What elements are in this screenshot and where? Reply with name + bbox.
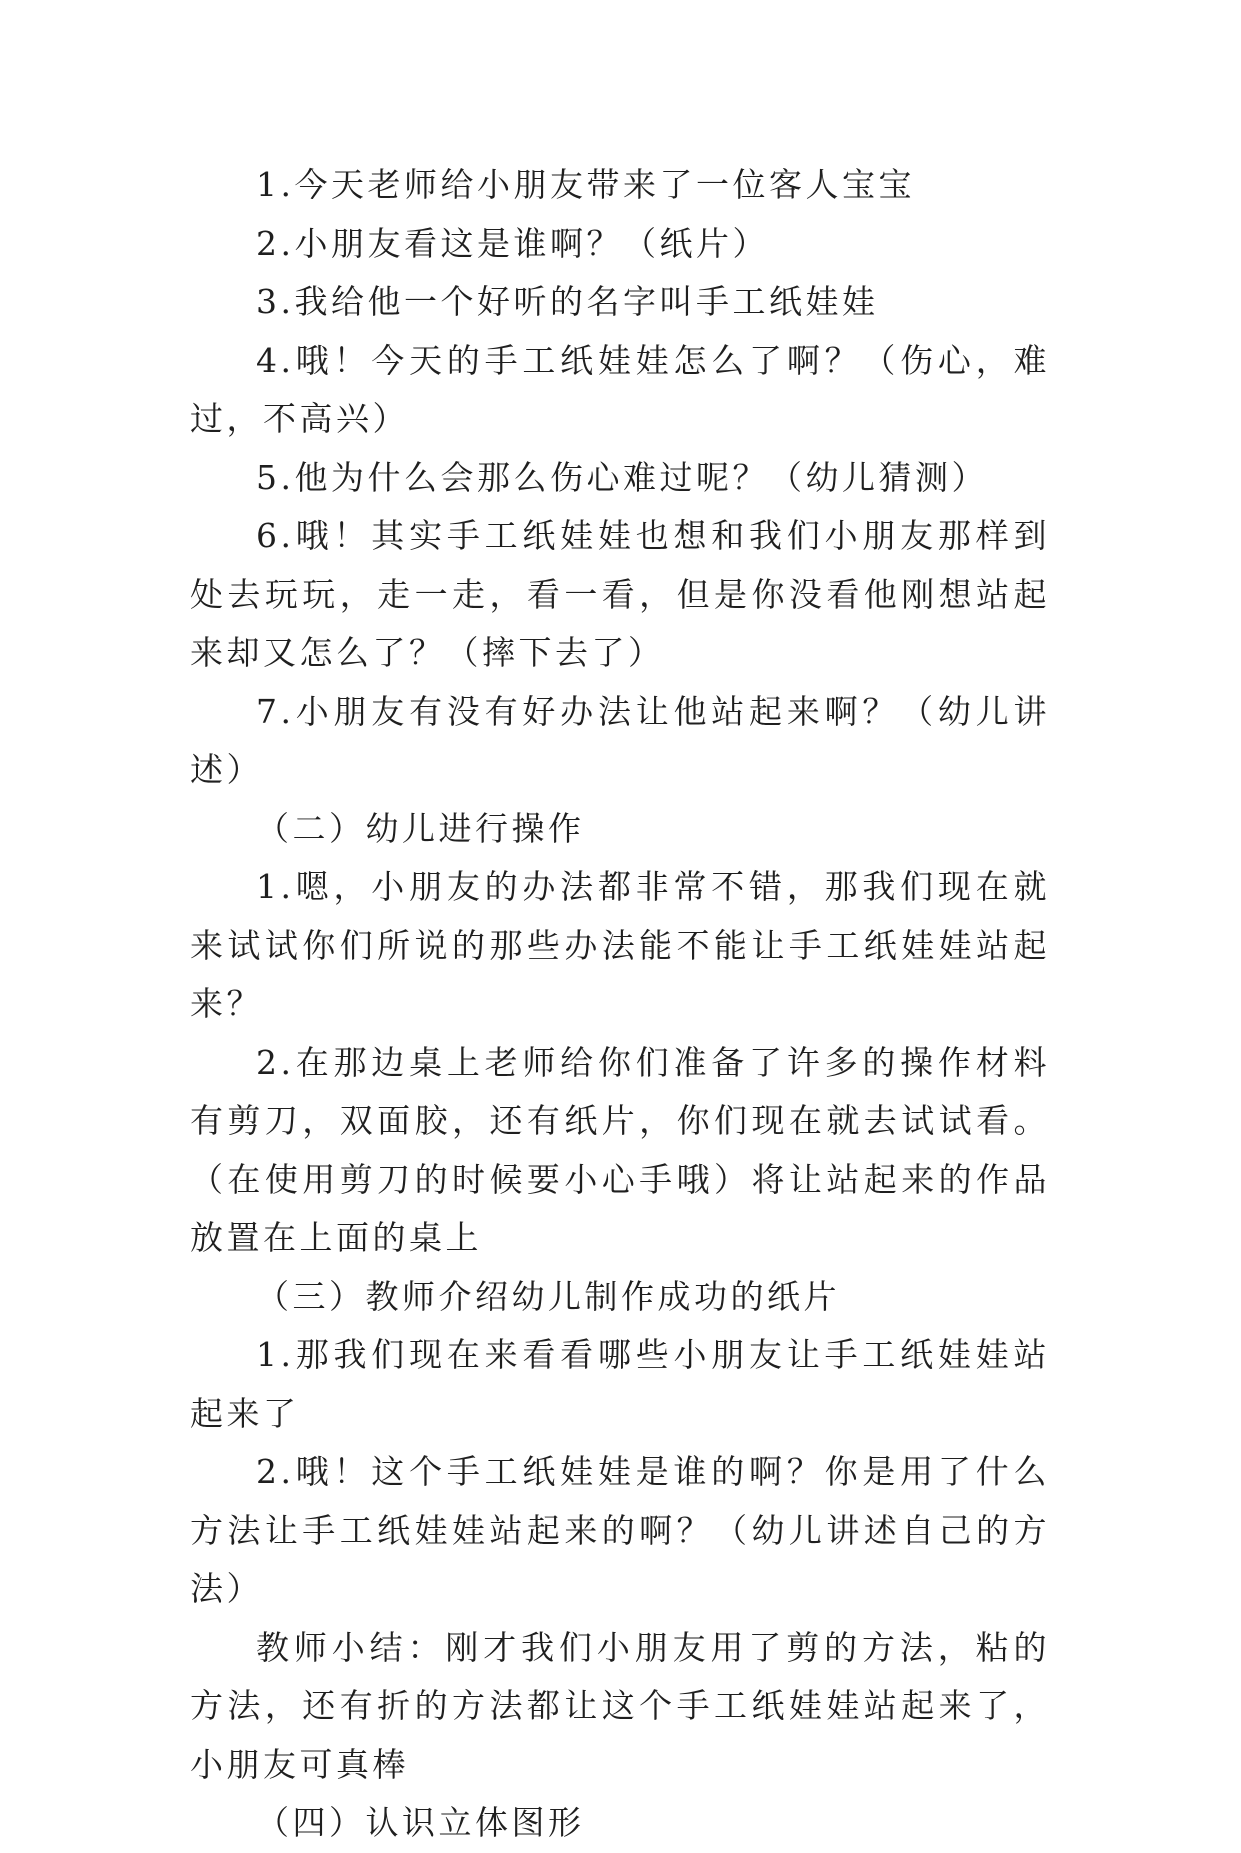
paragraph: 5.他为什么会那么伤心难过呢？（幼儿猜测） [256, 457, 988, 497]
paragraph: 2.小朋友看这是谁啊？（纸片） [256, 223, 769, 263]
paragraph: 1.那我们现在来看看哪些小朋友让手工纸娃娃站起来了 [190, 1335, 1050, 1433]
section-heading: （二）幼儿进行操作 [256, 808, 585, 848]
paragraph: 2.哦！这个手工纸娃娃是谁的啊？你是用了什么方法让手工纸娃娃站起来的啊？（幼儿讲述自己的方法） [190, 1452, 1050, 1608]
paragraph: 1.今天老师给小朋友带来了一位客人宝宝 [256, 165, 915, 204]
paragraph: 6.哦！其实手工纸娃娃也想和我们小朋友那样到处去玩玩，走一走，看一看，但是你没看他刚想站起来却又怎么了？（摔下去了） [190, 516, 1050, 672]
section-heading: （四）认识立体图形 [256, 1803, 585, 1842]
teacher-summary: 教师小结：刚才我们小朋友用了剪的方法，粘的方法，还有折的方法都让这个手工纸娃娃站起来了，小朋友可真棒 [190, 1627, 1050, 1784]
paragraph: 2.在那边桌上老师给你们准备了许多的操作材料有剪刀，双面胶，还有纸片，你们现在就去试试看。（在使用剪刀的时候要小心手哦）将让站起来的作品放置在上面的桌上 [190, 1042, 1050, 1257]
paragraph: 3.我给他一个好听的名字叫手工纸娃娃 [256, 282, 879, 321]
document-body [190, 156, 1050, 1853]
paragraph: 1.嗯，小朋友的办法都非常不错，那我们现在就来试试你们所说的那些办法能不能让手工纸娃娃站起来？ [190, 867, 1050, 1023]
section-heading: （三）教师介绍幼儿制作成功的纸片 [256, 1276, 840, 1316]
paragraph: 7.小朋友有没有好办法让他站起来啊？（幼儿讲述） [190, 691, 1050, 789]
paragraph: 4.哦！今天的手工纸娃娃怎么了啊？（伤心，难过，不高兴） [190, 340, 1050, 438]
